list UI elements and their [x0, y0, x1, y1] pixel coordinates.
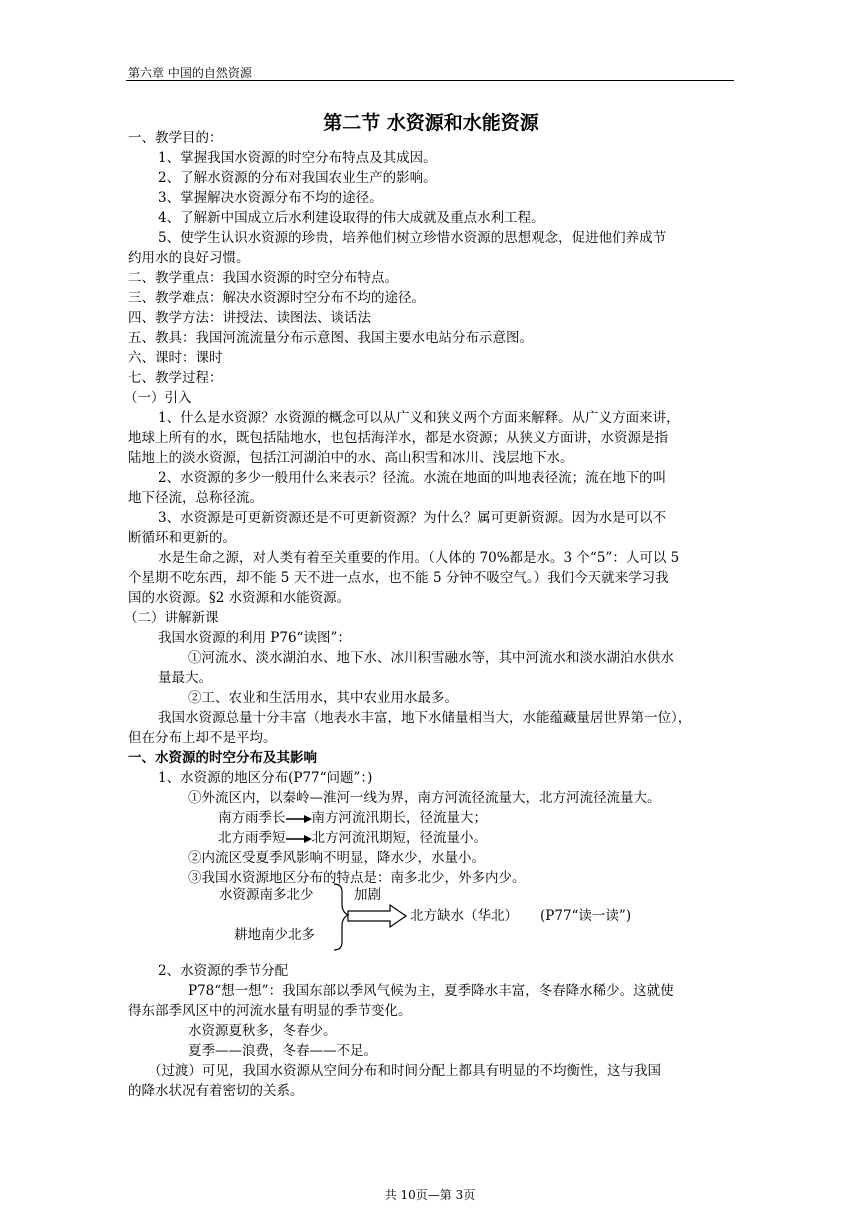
rain-row-effect: 北方河流汛期短，径流量小。: [311, 830, 487, 846]
text-line: （过渡）可见，我国水资源从空间分布和时间分配上都具有明显的不均衡性，这与我国: [148, 1063, 661, 1079]
text-line: （一）引入: [124, 390, 192, 406]
diagram-top-left: 水资源南多北少: [219, 887, 314, 903]
diagram-label-above: 加剧: [354, 887, 381, 903]
rain-row: [218, 809, 826, 827]
diagram-reference: (P77“读一读”): [540, 908, 632, 924]
text-line: ③我国水资源地区分布的特点是：南多北少，外多内少。: [188, 870, 526, 886]
rain-row-effect: 南方河流汛期长，径流量大；: [311, 810, 487, 826]
text-line: 个星期不吃东西，却不能 5 天不进一点水，也不能 5 分钟不吸空气。）我们今天就来学习我: [128, 570, 669, 586]
header-rule: [126, 80, 734, 81]
text-line: 陆地上的淡水资源，包括江河湖泊中的水、高山积雪和冰川、浅层地下水。: [128, 450, 574, 466]
text-line: ②内流区受夏季风影响不明显，降水少，水量小。: [188, 850, 485, 866]
page-footer: 共 10页—第 3页: [384, 1188, 476, 1202]
text-line: 五、教具：我国河流流量分布示意图、我国主要水电站分布示意图。: [128, 330, 533, 346]
text-line: 5、使学生认识水资源的珍贵，培养他们树立珍惜水资源的思想观念，促进他们养成节: [158, 230, 667, 246]
text-line: 水是生命之源，对人类有着至关重要的作用。（人体的 70%都是水。3 个“5”：人可以 5: [158, 550, 680, 566]
text-line: 三、教学难点：解决水资源时空分布不均的途径。: [128, 290, 425, 306]
text-line: P78“想一想”：我国东部以季风气候为主，夏季降水丰富，冬春降水稀少。这就使: [188, 983, 674, 999]
text-line: 2、水资源的多少一般用什么来表示？径流。水流在地面的叫地表径流；流在地下的叫: [158, 470, 667, 486]
text-line: 七、教学过程：: [128, 370, 223, 386]
section-title: 第二节 水资源和水能资源: [323, 112, 539, 134]
bracket-arrow-icon: [320, 882, 410, 952]
text-line: （二）讲解新课: [124, 610, 219, 626]
diagram-bottom-left: 耕地南少北多: [234, 927, 315, 943]
text-line: 得东部季风区中的河流水量有明显的季节变化。: [128, 1003, 412, 1019]
rain-row: [218, 829, 826, 847]
text-line: 我国水资源总量十分丰富（地表水丰富，地下水储量相当大，水能蕴藏量居世界第一位），: [158, 710, 692, 726]
text-line: 3、水资源是可更新资源还是不可更新资源？为什么？属可更新资源。因为水是可以不: [158, 510, 667, 526]
text-line: 4、了解新中国成立后水利建设取得的伟大成就及重点水利工程。: [158, 210, 545, 226]
text-line: 水资源夏秋多，冬春少。: [188, 1023, 337, 1039]
rain-row-cause: 北方雨季短: [218, 830, 286, 846]
diagram-result: 北方缺水（华北）: [410, 908, 518, 924]
text-line: 二、教学重点：我国水资源的时空分布特点。: [128, 270, 398, 286]
text-line: 国的水资源。§2 水资源和水能资源。: [128, 590, 351, 606]
text-line: 一、教学目的：: [128, 130, 223, 146]
text-line: 地下径流，总称径流。: [128, 490, 263, 506]
text-line: 量最大。: [158, 670, 212, 686]
text-line: 约用水的良好习惯。: [128, 250, 250, 266]
text-line: 我国水资源的利用 P76“读图”：: [158, 630, 351, 646]
text-line: 3、掌握解决水资源分布不均的途径。: [158, 190, 383, 206]
text-line: ②工、农业和生活用水，其中农业用水最多。: [188, 690, 458, 706]
text-line: 四、教学方法：讲授法、读图法、谈话法: [128, 310, 371, 326]
text-line: 一、水资源的时空分布及其影响: [128, 750, 317, 766]
text-line: 2、了解水资源的分布对我国农业生产的影响。: [158, 170, 437, 186]
text-line: 2、水资源的季节分配: [158, 963, 289, 979]
rain-row-cause: 南方雨季长: [218, 810, 286, 826]
text-line: 1、掌握我国水资源的时空分布特点及其成因。: [158, 150, 437, 166]
text-line: 夏季——浪费，冬春——不足。: [188, 1043, 377, 1059]
text-line: ①河流水、淡水湖泊水、地下水、冰川积雪融水等，其中河流水和淡水湖泊水供水: [188, 650, 674, 666]
chapter-header: 第六章 中国的自然资源: [128, 66, 252, 80]
text-line: ①外流区内，以秦岭—淮河一线为界，南方河流径流量大，北方河流径流量大。: [188, 790, 661, 806]
text-line: 断循环和更新的。: [128, 530, 236, 546]
right-arrow-icon: [286, 834, 312, 844]
text-line: 地球上所有的水，既包括陆地水，也包括海洋水，都是水资源；从狭义方面讲，水资源是指: [128, 430, 668, 446]
text-line: 1、水资源的地区分布(P77“问题”：): [158, 770, 373, 786]
text-line: 的降水状况有着密切的关系。: [128, 1083, 304, 1099]
right-arrow-icon: [286, 814, 312, 824]
text-line: 但在分布上却不是平均。: [128, 730, 277, 746]
text-line: 六、课时：课时: [128, 350, 223, 366]
text-line: 1、什么是水资源？水资源的概念可以从广义和狭义两个方面来解释。从广义方面来讲，: [158, 410, 680, 426]
